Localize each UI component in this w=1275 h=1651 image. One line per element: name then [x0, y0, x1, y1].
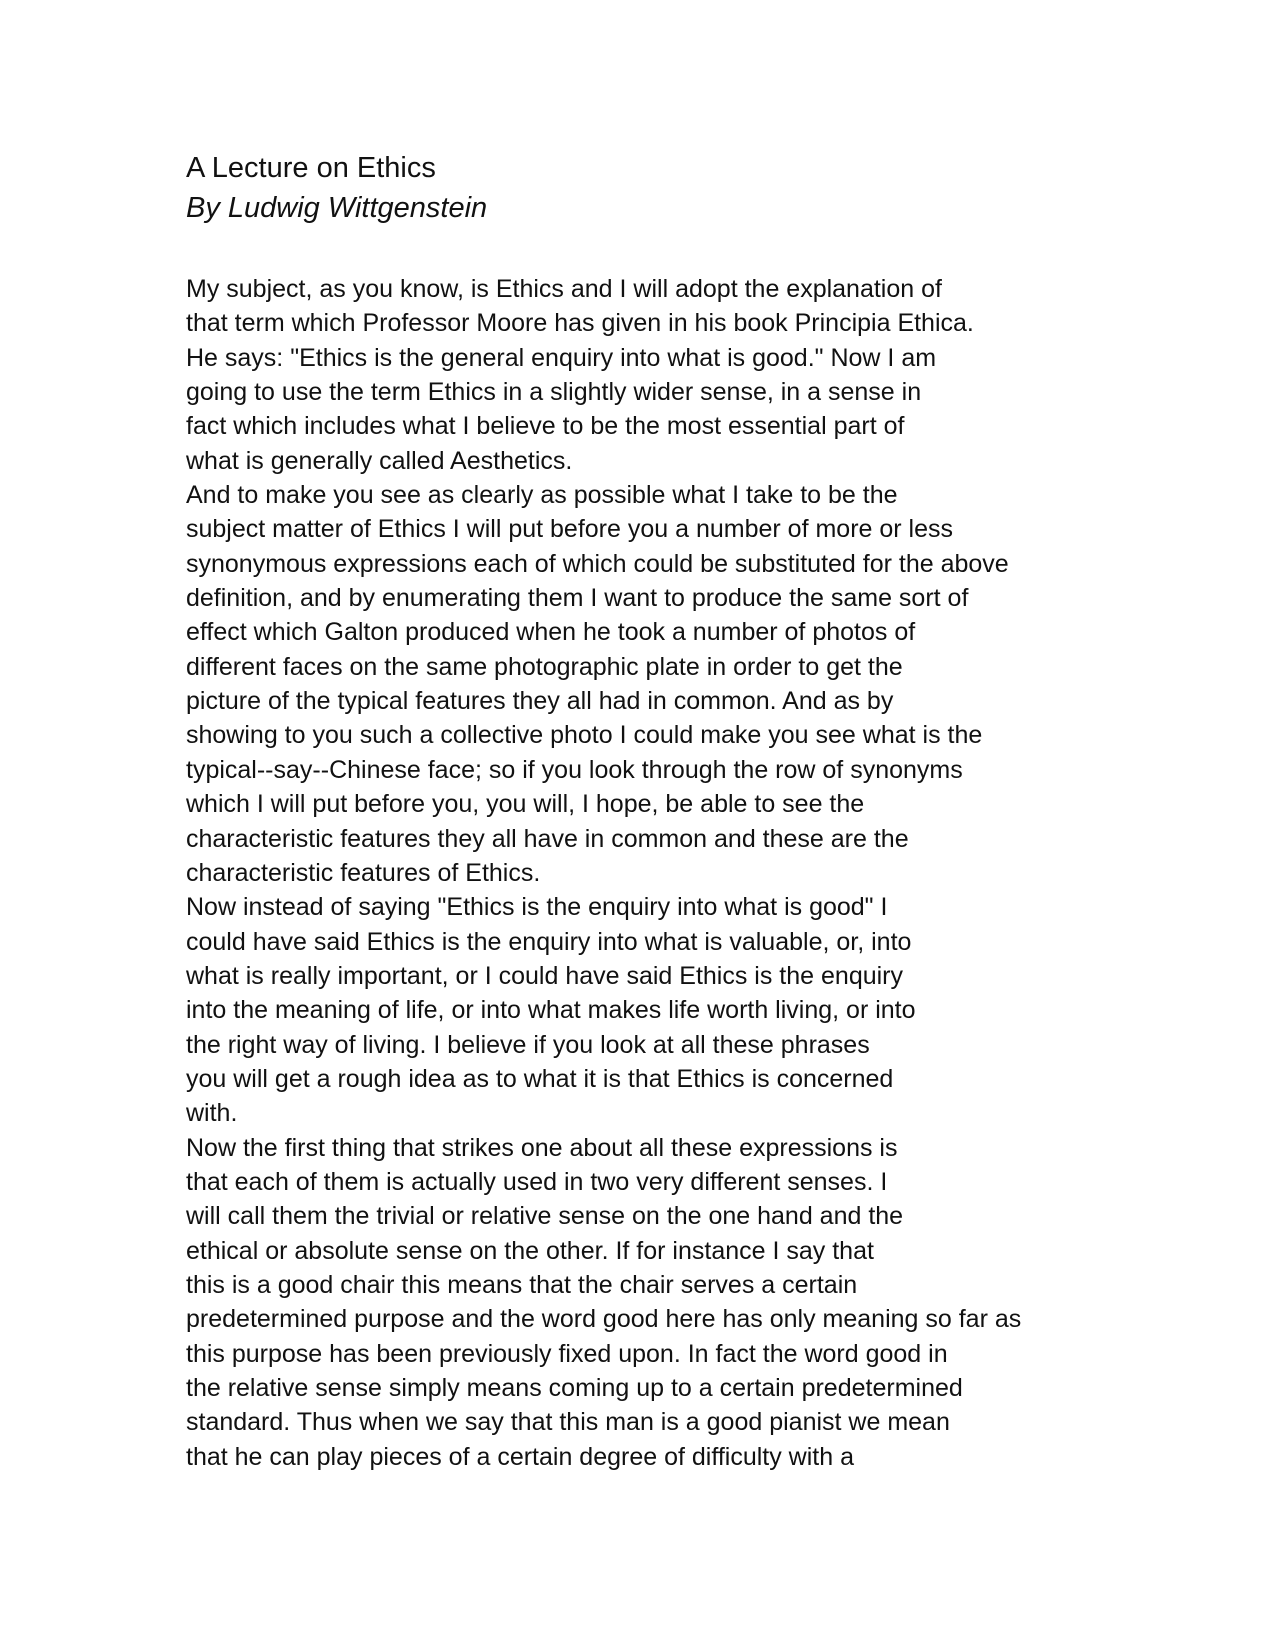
- body-text-line: picture of the typical features they all had in common. And as by: [186, 687, 894, 716]
- body-text-line: which I will put before you, you will, I hope, be able to see the: [186, 790, 865, 819]
- body-text-line: you will get a rough idea as to what it is that Ethics is concerned: [186, 1064, 894, 1093]
- body-text-line: that term which Professor Moore has given in his book Principia Ethica.: [186, 309, 974, 338]
- body-text-line: subject matter of Ethics I will put before you a number of more or less: [186, 515, 954, 544]
- body-text-line: He says: "Ethics is the general enquiry into what is good." Now I am: [186, 343, 937, 372]
- body-text-line: the relative sense simply means coming up to a certain predetermined: [186, 1374, 963, 1402]
- document-byline: By Ludwig Wittgenstein: [186, 192, 488, 224]
- body-text-line: fact which includes what I believe to be the most essential part of: [186, 412, 905, 441]
- body-text-line: definition, and by enumerating them I want to produce the same sort of: [186, 584, 969, 613]
- body-text-line: typical--say--Chinese face; so if you look through the row of synonyms: [186, 755, 963, 784]
- body-text-line: standard. Thus when we say that this man is a good pianist we mean: [186, 1408, 950, 1437]
- body-text-line: that he can play pieces of a certain degree of difficulty with a: [186, 1442, 854, 1471]
- body-text-line: what is really important, or I could have said Ethics is the enquiry: [186, 961, 904, 990]
- body-text-line: this purpose has been previously fixed upon. In fact the word good in: [186, 1339, 948, 1368]
- body-text-line: ethical or absolute sense on the other. If for instance I say that: [186, 1236, 874, 1265]
- body-text-line: could have said Ethics is the enquiry into what is valuable, or, into: [186, 927, 912, 956]
- body-text-line: that each of them is actually used in two very different senses. I: [186, 1167, 888, 1196]
- document-page: [186, 148, 1186, 1474]
- body-text-line: into the meaning of life, or into what makes life worth living, or into: [186, 996, 916, 1025]
- body-text-line: going to use the term Ethics in a slightly wider sense, in a sense in: [186, 378, 922, 407]
- body-text-line: this is a good chair this means that the chair serves a certain: [186, 1270, 858, 1299]
- body-text-line: will call them the trivial or relative sense on the one hand and the: [186, 1202, 904, 1231]
- body-text-line: effect which Galton produced when he took a number of photos of: [186, 618, 916, 647]
- document-title: A Lecture on Ethics: [186, 152, 436, 184]
- body-text-line: synonymous expressions each of which could be substituted for the above: [186, 549, 1009, 578]
- body-text-line: Now instead of saying "Ethics is the enquiry into what is good" I: [186, 893, 888, 922]
- body-text-line: predetermined purpose and the word good here has only meaning so far as: [186, 1305, 1022, 1334]
- body-text-line: the right way of living. I believe if you look at all these phrases: [186, 1030, 870, 1059]
- body-text-line: My subject, as you know, is Ethics and I will adopt the explanation of: [186, 275, 942, 303]
- body-text-line: Now the first thing that strikes one about all these expressions is: [186, 1133, 898, 1162]
- body-text-line: showing to you such a collective photo I could make you see what is the: [186, 721, 983, 750]
- body-text-line: characteristic features they all have in common and these are the: [186, 824, 909, 853]
- body-text-line: different faces on the same photographic plate in order to get the: [186, 652, 903, 681]
- document-body: [186, 272, 1186, 1474]
- body-text-line: with.: [186, 1099, 238, 1128]
- body-text-line: what is generally called Aesthetics.: [186, 446, 573, 475]
- body-text-line: characteristic features of Ethics.: [186, 858, 541, 887]
- body-text-line: And to make you see as clearly as possible what I take to be the: [186, 481, 898, 510]
